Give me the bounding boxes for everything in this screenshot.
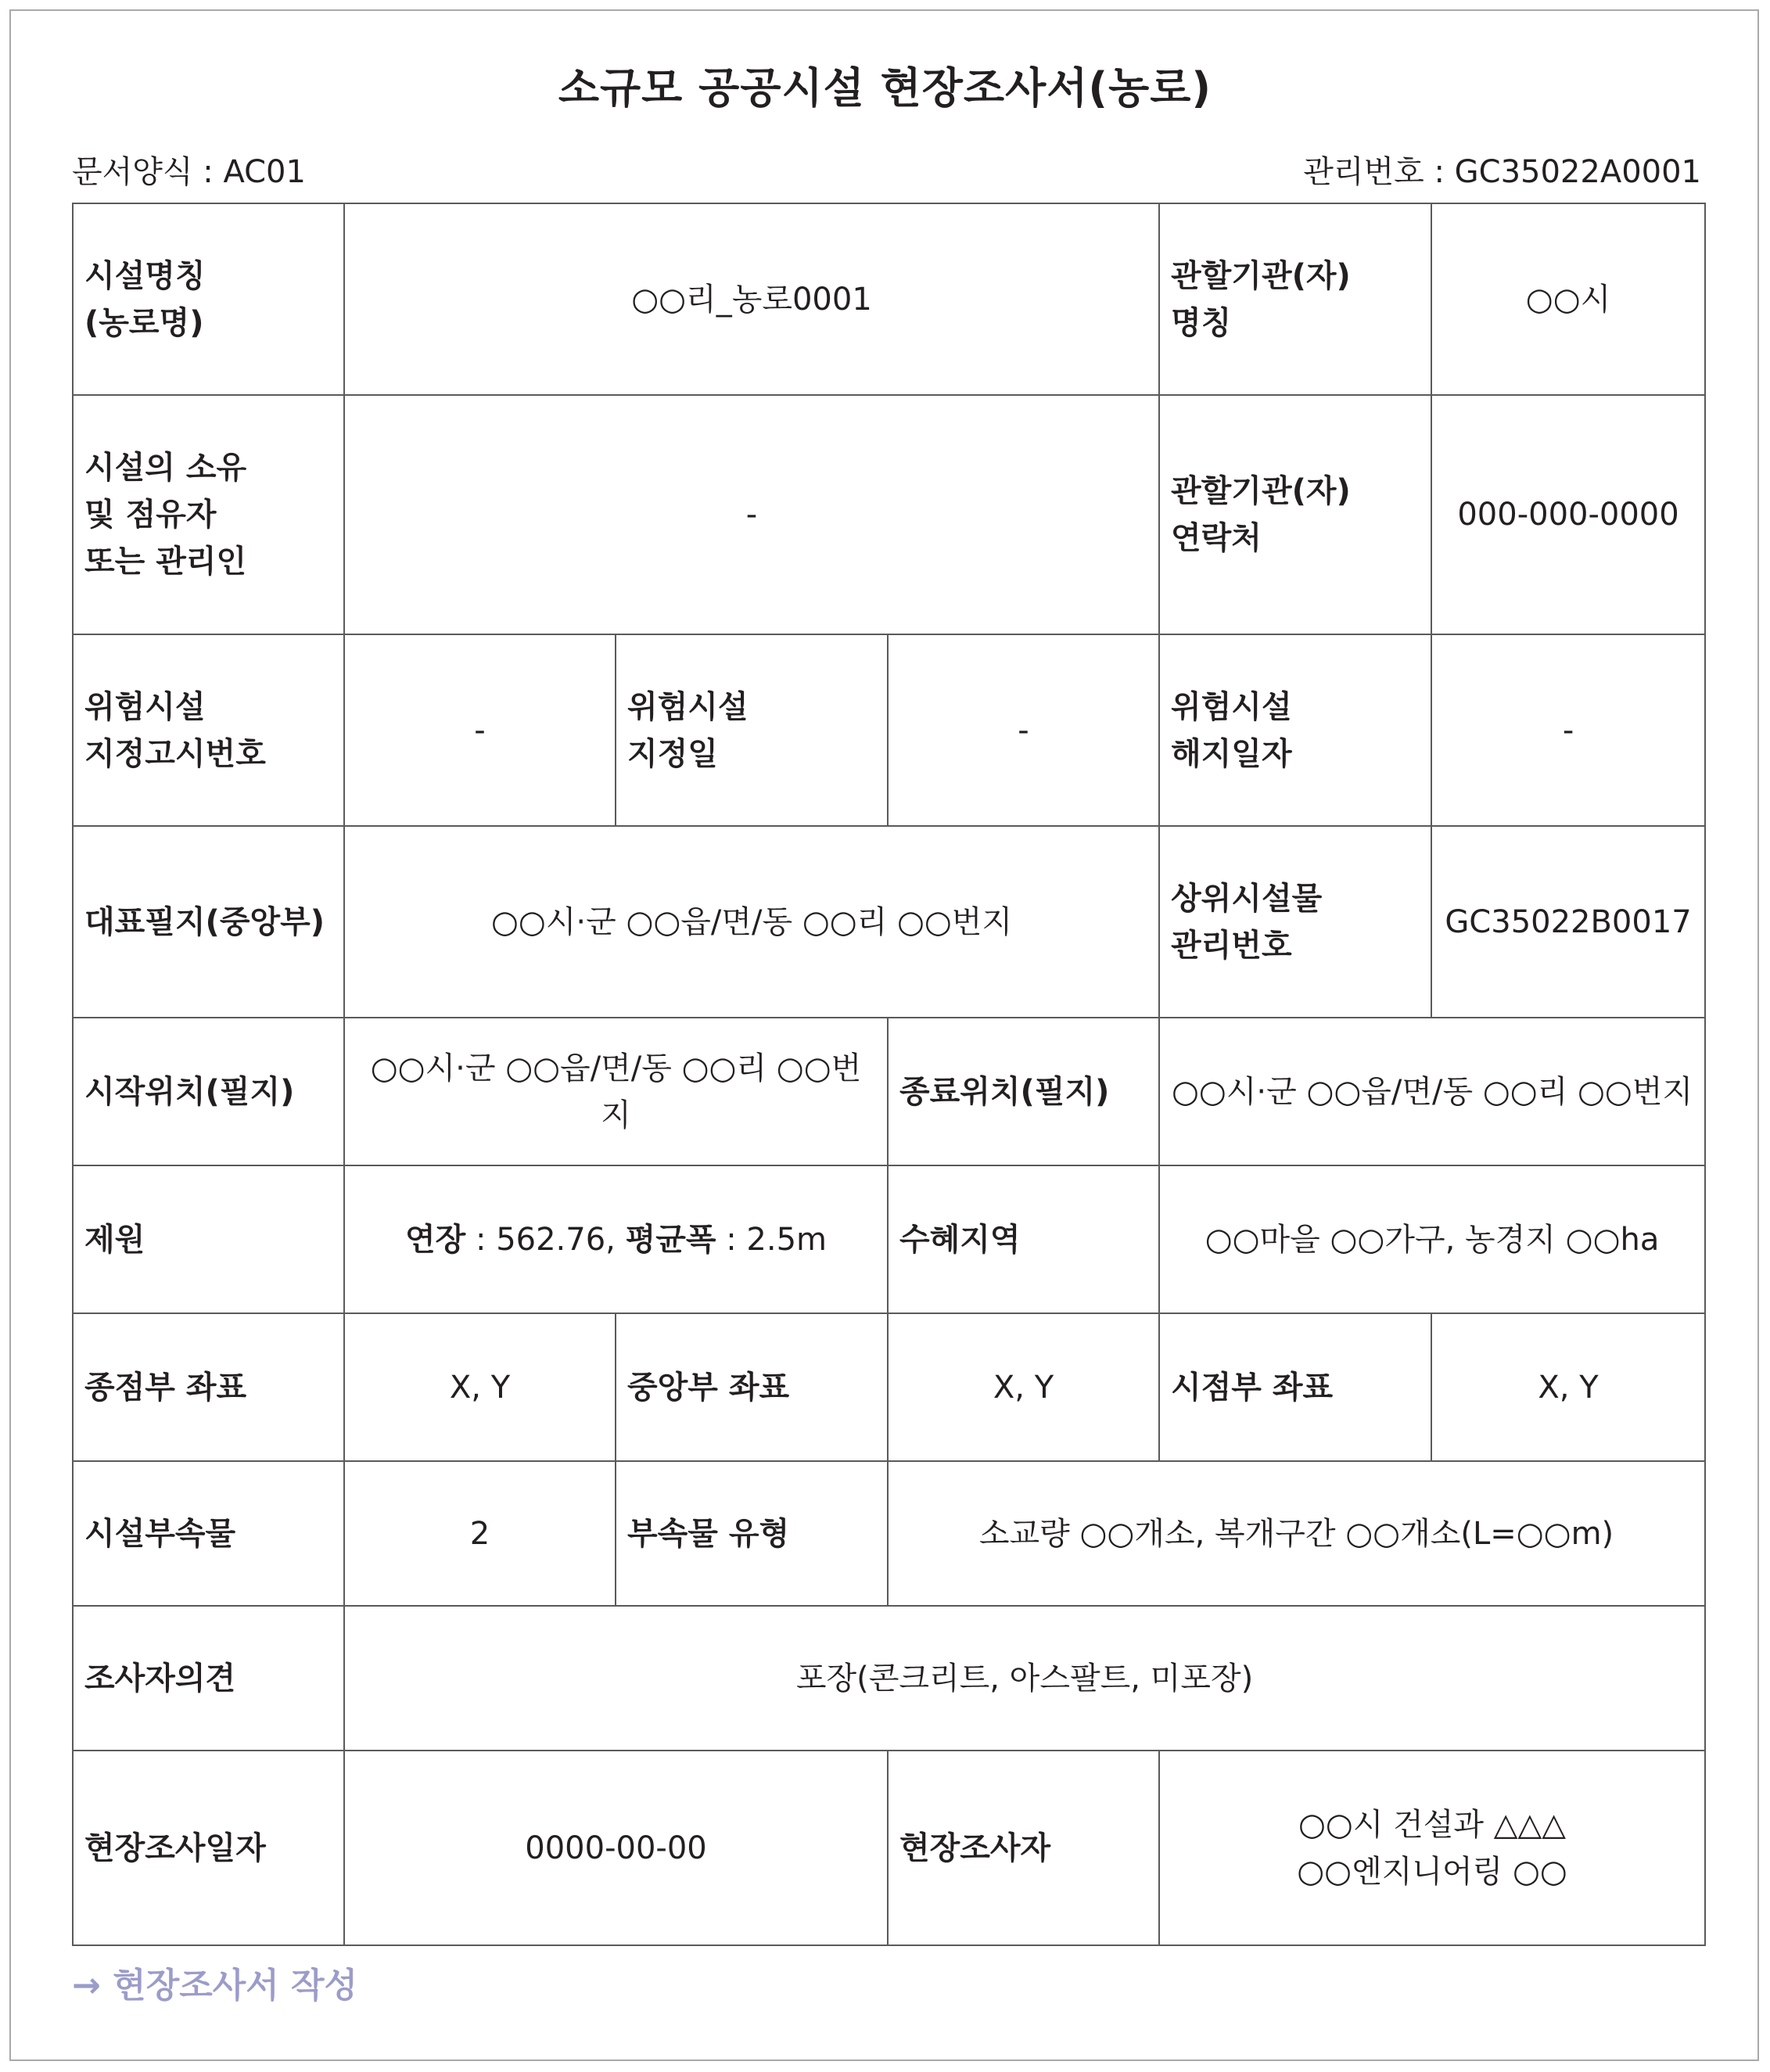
specs-label: 제원 [73,1165,344,1313]
opinion-value: 포장(콘크리트, 아스팔트, 미포장) [344,1606,1705,1751]
appurtenance-type-value: 소교량 ○○개소, 복개구간 ○○개소(L=○○m) [888,1461,1705,1606]
center-coordinate-value: X, Y [888,1313,1159,1461]
row-parcel [73,826,1705,1018]
owner-value: - [344,395,1159,634]
specs-value: 연장 : 562.76, 평균폭 : 2.5m [344,1165,888,1313]
surveyor-value: ○○시 건설과 △△△ ○○엔지니어링 ○○ [1159,1751,1705,1945]
start-coordinate-value: X, Y [1431,1313,1705,1461]
authority-name-value: ○○시 [1431,203,1705,395]
benefit-area-value: ○○마을 ○○가구, 농경지 ○○ha [1159,1165,1705,1313]
parcel-label: 대표필지(중앙부) [73,826,344,1018]
authority-contact-value: 000-000-0000 [1431,395,1705,634]
authority-contact-label: 관할기관(자) 연락처 [1159,395,1431,634]
hazard-notice-label: 위험시설 지정고시번호 [73,634,344,826]
form-code: 문서양식 : AC01 [72,154,306,190]
hazard-notice-value: - [344,634,616,826]
surveyor-label: 현장조사자 [888,1751,1159,1945]
parent-facility-label: 상위시설물 관리번호 [1159,826,1431,1018]
hazard-release-value: - [1431,634,1705,826]
parent-facility-value: GC35022B0017 [1431,826,1705,1018]
facility-name-value: ○○리_농로0001 [344,203,1159,395]
survey-date-label: 현장조사일자 [73,1751,344,1945]
survey-form-table [72,203,1706,1946]
row-specs [73,1165,1705,1313]
hazard-date-value: - [888,634,1159,826]
row-hazard [73,634,1705,826]
end-coordinate-value: X, Y [344,1313,616,1461]
center-coordinate-label: 중앙부 좌표 [616,1313,888,1461]
hazard-date-label: 위험시설 지정일 [616,634,888,826]
start-location-value: ○○시·군 ○○읍/면/동 ○○리 ○○번지 [344,1018,888,1165]
end-location-value: ○○시·군 ○○읍/면/동 ○○리 ○○번지 [1159,1018,1705,1165]
appurtenance-label: 시설부속물 [73,1461,344,1606]
row-opinion [73,1606,1705,1751]
appurtenance-type-label: 부속물 유형 [616,1461,888,1606]
owner-label: 시설의 소유 및 점유자 또는 관리인 [73,395,344,634]
start-coordinate-label: 시점부 좌표 [1159,1313,1431,1461]
row-owner [73,395,1705,634]
row-location [73,1018,1705,1165]
write-survey-link[interactable]: → 현장조사서 작성 [72,1966,358,2006]
hazard-release-label: 위험시설 해지일자 [1159,634,1431,826]
management-number: 관리번호 : GC35022A0001 [1303,154,1701,190]
benefit-area-label: 수혜지역 [888,1165,1159,1313]
facility-name-label: 시설명칭 (농로명) [73,203,344,395]
row-survey [73,1751,1705,1945]
end-location-label: 종료위치(필지) [888,1018,1159,1165]
opinion-label: 조사자의견 [73,1606,344,1751]
start-location-label: 시작위치(필지) [73,1018,344,1165]
end-coordinate-label: 종점부 좌표 [73,1313,344,1461]
survey-date-value: 0000-00-00 [344,1751,888,1945]
parcel-value: ○○시·군 ○○읍/면/동 ○○리 ○○번지 [344,826,1159,1018]
authority-name-label: 관할기관(자) 명칭 [1159,203,1431,395]
appurtenance-value: 2 [344,1461,616,1606]
row-appurtenance [73,1461,1705,1606]
row-coordinates [73,1313,1705,1461]
document-title: 소규모 공공시설 현장조사서(농로) [558,63,1212,113]
row-facility-name [73,203,1705,395]
